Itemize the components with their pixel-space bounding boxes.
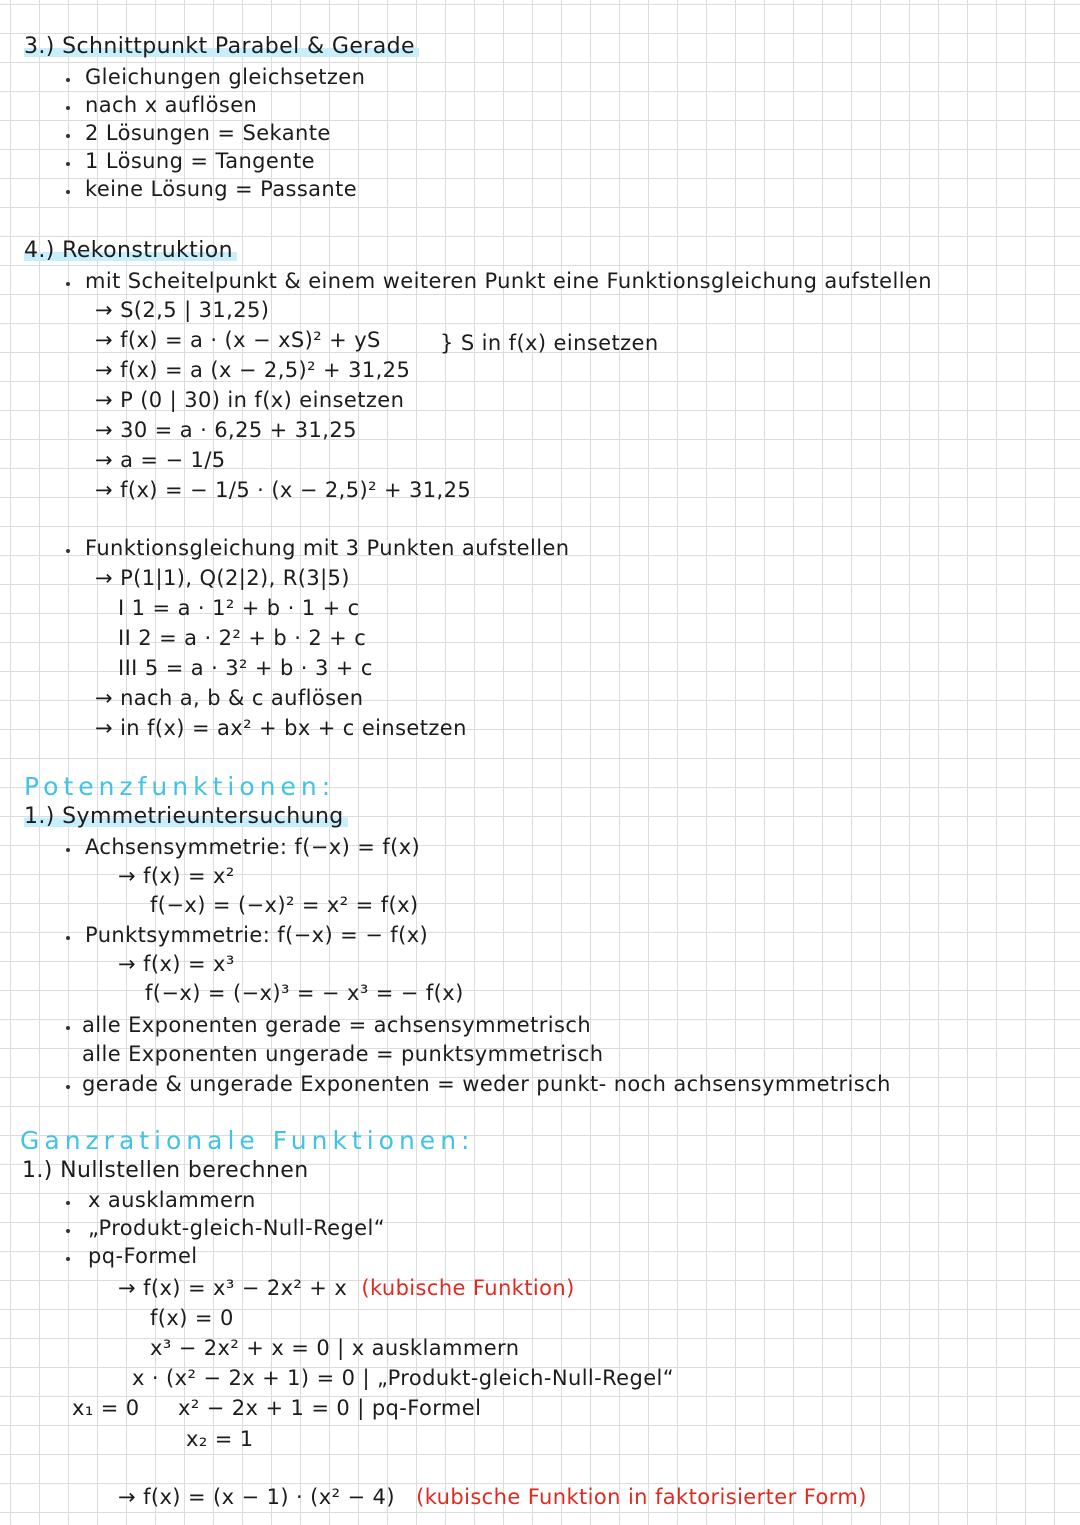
points-line: → P(1|1), Q(2|2), R(3|5) — [95, 566, 350, 590]
solve-step: → nach a, b & c auflösen — [95, 686, 364, 710]
step-line: → P (0 | 30) in f(x) einsetzen — [95, 388, 405, 412]
equation-1: I 1 = a · 1² + b · 1 + c — [118, 596, 360, 620]
bullet — [66, 106, 70, 110]
step-line: → S(2,5 | 31,25) — [95, 298, 270, 322]
section-4-title: 4.) Rekonstruktion — [24, 238, 237, 264]
example-label: (kubische Funktion) — [361, 1276, 575, 1300]
bracket-icon: } — [440, 331, 454, 355]
punkt-example-2: f(−x) = (−x)³ = − x³ = − f(x) — [145, 981, 464, 1005]
bullet — [66, 549, 70, 553]
symmetry-title: 1.) Symmetrieuntersuchung — [24, 804, 348, 830]
example-step-4: x² − 2x + 1 = 0 | pq-Formel — [178, 1396, 482, 1420]
section-3-title: 3.) Schnittpunkt Parabel & Gerade — [24, 34, 419, 60]
bullet — [66, 162, 70, 166]
reconstruction-intro: mit Scheitelpunkt & einem weiteren Punkt eine Funktionsgleichung aufstellen — [85, 269, 932, 293]
list-item: „Produkt-gleich-Null-Regel“ — [88, 1216, 386, 1240]
example-step-1: f(x) = 0 — [150, 1306, 234, 1330]
list-item: Gleichungen gleichsetzen — [85, 65, 366, 89]
list-item: nach x auflösen — [85, 93, 258, 117]
three-points-intro: Funktionsgleichung mit 3 Punkten aufstellen — [85, 536, 570, 560]
rule-odd: alle Exponenten ungerade = punktsymmetrisch — [82, 1042, 604, 1066]
bullet — [66, 78, 70, 82]
list-item: keine Lösung = Passante — [85, 177, 358, 201]
list-item: x ausklammern — [88, 1188, 256, 1212]
bullet — [66, 190, 70, 194]
insert-step: → in f(x) = ax² + bx + c einsetzen — [95, 716, 467, 740]
achs-example-2: f(−x) = (−x)² = x² = f(x) — [150, 893, 419, 917]
step-line: → a = − 1/5 — [95, 448, 226, 472]
bullet — [66, 1026, 70, 1030]
root-x1: x₁ = 0 — [72, 1396, 140, 1420]
factored-function: → f(x) = (x − 1) · (x² − 4) (kubische Funktion in faktorisierter Form) — [118, 1485, 867, 1509]
bullet — [66, 1201, 70, 1205]
bullet — [66, 282, 70, 286]
achs-example-1: → f(x) = x² — [118, 864, 235, 888]
step-line: → 30 = a · 6,25 + 31,25 — [95, 418, 357, 442]
step-line: → f(x) = a (x − 2,5)² + 31,25 — [95, 358, 411, 382]
achsensymmetrie: Achsensymmetrie: f(−x) = f(x) — [85, 835, 421, 859]
equation-3: III 5 = a · 3² + b · 3 + c — [118, 656, 373, 680]
bullet — [66, 1229, 70, 1233]
factored-label: (kubische Funktion in faktorisierter Form) — [416, 1485, 867, 1509]
step-line: → f(x) = a · (x − xS)² + yS — [95, 328, 381, 352]
punktsymmetrie: Punktsymmetrie: f(−x) = − f(x) — [85, 923, 429, 947]
bullet — [66, 936, 70, 940]
zeros-title: 1.) Nullstellen berechnen — [22, 1158, 309, 1183]
list-item: 2 Lösungen = Sekante — [85, 121, 331, 145]
step-line: → f(x) = − 1/5 · (x − 2,5)² + 31,25 — [95, 478, 472, 502]
rule-even: alle Exponenten gerade = achsensymmetrisch — [82, 1013, 592, 1037]
list-item: 1 Lösung = Tangente — [85, 149, 315, 173]
example-step-3: x · (x² − 2x + 1) = 0 | „Produkt-gleich-Null-Regel“ — [132, 1366, 675, 1390]
side-note: } S in f(x) einsetzen — [440, 331, 659, 355]
potenz-heading: Potenzfunktionen: — [24, 772, 336, 801]
bullet — [66, 1257, 70, 1261]
example-function: → f(x) = x³ − 2x² + x (kubische Funktion) — [118, 1276, 575, 1300]
bullet — [66, 848, 70, 852]
ganz-heading: Ganzrationale Funktionen: — [20, 1126, 475, 1155]
list-item: pq-Formel — [88, 1244, 198, 1268]
rule-mixed: gerade & ungerade Exponenten = weder punkt- noch achsensymmetrisch — [82, 1072, 891, 1096]
root-x2: x₂ = 1 — [186, 1427, 254, 1451]
bullet — [66, 134, 70, 138]
punkt-example-1: → f(x) = x³ — [118, 952, 235, 976]
example-step-2: x³ − 2x² + x = 0 | x ausklammern — [150, 1336, 520, 1360]
bullet — [66, 1085, 70, 1089]
equation-2: II 2 = a · 2² + b · 2 + c — [118, 626, 367, 650]
